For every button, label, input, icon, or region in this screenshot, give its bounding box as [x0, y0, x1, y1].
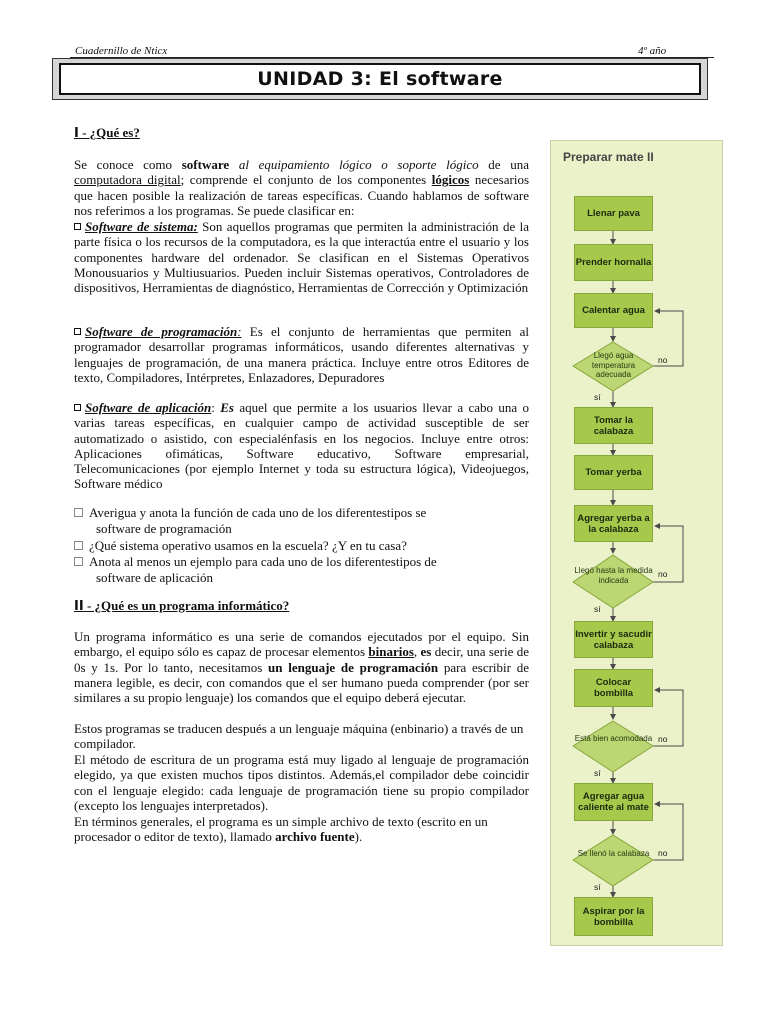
- bullet-software-sistema: [74, 219, 529, 295]
- question-2: [74, 538, 529, 554]
- term-archivo-fuente: archivo fuente: [275, 829, 355, 845]
- section-1-heading: [74, 125, 140, 141]
- section-1-title: - ¿Qué es?: [78, 125, 140, 140]
- checkbox-icon: [74, 541, 83, 550]
- term-binarios: binarios: [368, 644, 414, 660]
- intro-text-d: ; comprende el conjunto de los componentes: [180, 172, 432, 188]
- section-2-paragraph-3: El método de escritura de un programa está muy ligado al lenguaje de programación elegido, ya que existen muchos tipos distintos. Además,el compilador debe coincidir con el lenguaje elegido: cada lenguaje de programación tiene su propio compilador (excepto los lenguajes interpretados).: [74, 752, 529, 813]
- flowchart-decision-1: Llegó agua temperatura adecuada: [591, 351, 636, 379]
- flowchart-step-5: Tomar yerba: [574, 455, 653, 490]
- title-frame: [52, 58, 708, 100]
- flowchart-yes-1: sí: [594, 392, 601, 402]
- section-2-paragraph-4: [74, 814, 529, 845]
- flowchart-yes-2: sí: [594, 604, 601, 614]
- flowchart-step-1: Llenar pava: [574, 196, 653, 231]
- label-software-aplicacion: Software de aplicación: [85, 400, 212, 415]
- intro-text-a: Se conoce como: [74, 157, 182, 172]
- intro-text-b: [229, 157, 239, 172]
- header-left: Cuadernillo de Nticx: [75, 45, 168, 57]
- question-3-line2: software de aplicación: [96, 570, 213, 585]
- flowchart-step-10: Aspirar por la bombilla: [574, 897, 653, 936]
- p1-text-b: ,: [413, 644, 421, 660]
- question-2-line1: ¿Qué sistema operativo usamos en la escuela? ¿Y en tu casa?: [89, 538, 407, 553]
- flowchart-step-9: Agregar agua caliente al mate: [574, 783, 653, 821]
- flowchart-decision-2: Llegó hasta la medida indicada: [574, 566, 653, 585]
- header-right: 4º año: [638, 45, 667, 57]
- question-3-line1: Anota al menos un ejemplo para cada uno de los diferentestipos de: [89, 554, 437, 569]
- colon-aplicacion: :: [211, 400, 221, 415]
- intro-text-e: necesarios que hacen posible la realización de tareas específicas. Cuando hablamos de software nos referimos a los programas. Se puede clasificar en:: [74, 172, 529, 218]
- square-bullet-icon: [74, 404, 81, 411]
- p1-text-a: Un programa informático es una serie de comandos ejecutados por el equipo. Sin embargo, el equipo sólo es capaz de procesar elementos: [74, 629, 529, 660]
- term-computadora: computadora digital: [74, 172, 181, 188]
- page-title: UNIDAD 3: El software: [59, 63, 701, 95]
- p4-text-a: En términos generales, el programa es un simple archivo de texto (escrito en un procesador o editor de texto), llamado: [74, 814, 488, 845]
- flowchart-step-6: Agregar yerba a la calabaza: [574, 505, 653, 542]
- section-2-title: - ¿Qué es un programa informático?: [83, 598, 290, 613]
- p4-text-b: ).: [354, 829, 363, 845]
- es-emphasis: Es: [220, 400, 234, 415]
- checkbox-icon: [74, 557, 83, 566]
- flowchart-no-4: no: [658, 848, 668, 858]
- flowchart-no-3: no: [658, 734, 668, 744]
- text-software-programacion: Es el conjunto de herramientas que permiten al programador desarrollar programas informáticos, usando diferentes alternativas y lenguajes de programación, de una manera práctica. Incluye entre otros Editores de texto, Compiladores, Intérpretes, Enlazadores, Depuradores: [74, 324, 529, 385]
- square-bullet-icon: [74, 328, 81, 335]
- label-software-programacion: Software de programación: [85, 324, 238, 339]
- square-bullet-icon: [74, 223, 81, 230]
- flowchart-step-4: Tomar la calabaza: [574, 407, 653, 444]
- colon-programacion: :: [237, 324, 242, 339]
- flowchart-decision-3: Está bien acomodada: [574, 734, 653, 743]
- section-2-paragraph-2: Estos programas se traducen después a un lenguaje máquina (enbinario) a través de un compilador.: [74, 721, 524, 752]
- text-software-sistema: Son aquellos programas que permiten la administración de la parte física o los recursos de la computadora, es la que interactúa entre el usuario y los componentes hardware del ordenador. Se clasifican en el Sistemas Operativos Monousuarios y Multiusuarios. Pueden incluir Sistemas operativos, Controladores de dispositivos, Herramientas de diagnóstico, Herramientas de Corrección y Optimización: [74, 219, 529, 296]
- flowchart-no-2: no: [658, 569, 668, 579]
- flowchart-no-1: no: [658, 355, 668, 365]
- flowchart-step-3: Calentar agua: [574, 293, 653, 328]
- text-software-aplicacion: aquel que permite a los usuarios llevar a cabo una o varias tareas específicas, en cualquier campo de actividad susceptible de ser automatizado o asistido, con especialénfasis en los negocios. Incluye entre otros: Aplicaciones ofimáticas, Software educativo, Software empresarial, Telecomunicaciones (por ejemplo Internet y toda su estructura lógica), Videojuegos, Software médico: [74, 400, 529, 492]
- section-2-heading: [74, 598, 289, 614]
- flowchart-step-2: Prender hornalla: [574, 244, 653, 281]
- checkbox-icon: [74, 508, 83, 517]
- flowchart-yes-4: sí: [594, 882, 601, 892]
- question-3: [74, 554, 529, 586]
- term-logicos: lógicos: [431, 172, 470, 188]
- section-1-number: I: [74, 126, 79, 141]
- flowchart-decision-4: Se llenó la calabaza: [577, 849, 650, 858]
- section-2-paragraph-1: [74, 629, 529, 705]
- label-software-sistema: Software de sistema:: [85, 219, 198, 234]
- intro-text-c: de una: [478, 157, 530, 172]
- flowchart-step-7: Invertir y sacudir calabaza: [574, 621, 653, 658]
- p1-text-c: decir, una serie de 0s y 1s. Por lo tanto, necesitamos: [74, 644, 530, 675]
- term-lenguaje: un lenguaje de programación: [268, 659, 439, 675]
- bullet-software-programacion: [74, 324, 529, 385]
- intro-italic: al equipamiento lógico o soporte lógico: [238, 157, 479, 172]
- bullet-software-aplicacion: [74, 400, 529, 492]
- flowchart-figure: [550, 140, 723, 946]
- section-1-intro: [74, 157, 529, 218]
- question-1-line2: software de programación: [96, 521, 232, 536]
- question-1: [74, 505, 529, 537]
- flowchart-yes-3: sí: [594, 768, 601, 778]
- flowchart-step-8: Colocar bombilla: [574, 669, 653, 707]
- term-es: es: [420, 644, 432, 660]
- p1-text-d: para escribir de manera legible, es decir, con comandos que el ser humano pueda comprender (por ser similares a su propio lenguaje) los comandos que el equipo deberá ejecutar.: [74, 659, 529, 706]
- question-1-line1: Averigua y anota la función de cada uno de los diferentestipos se: [89, 505, 427, 520]
- flowchart-title: Preparar mate II: [563, 150, 654, 164]
- term-software: software: [181, 157, 230, 172]
- section-2-number: II: [74, 599, 84, 614]
